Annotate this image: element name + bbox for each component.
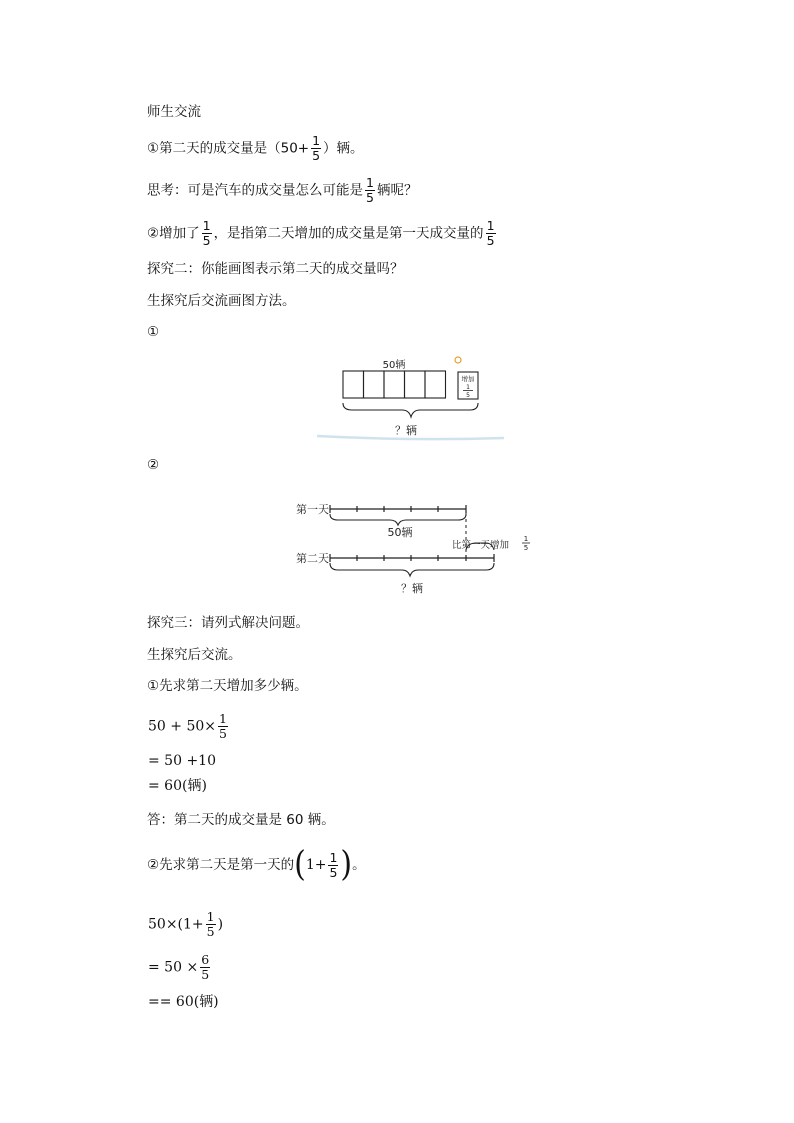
calc-text: ) (217, 916, 224, 933)
unit-boxes (343, 371, 478, 399)
box-increase-den: 5 (466, 392, 470, 399)
line-text: 思考：可是汽车的成交量怎么可能是 (147, 182, 363, 199)
calc2-line3: == 60(辆) (148, 994, 219, 1010)
brace-bottom (343, 403, 478, 417)
line-text: ）辆。 (323, 140, 364, 157)
extra-frac-num: 1 (523, 535, 529, 543)
calc-text: 50×(1+ (148, 916, 204, 933)
marker-one: ① (147, 324, 160, 340)
calc1-line3: = 60(辆) (148, 778, 207, 794)
right-paren: ) (340, 844, 353, 885)
fraction-one-fifth: $\frac{1}{5}$ (312, 133, 321, 163)
answer-line: 答：第二天的成交量是 60 辆。 (147, 812, 335, 828)
fraction-one-fifth: $\frac{1}{5}$ (366, 175, 374, 205)
box-diagram-bottom-label: ？辆 (395, 424, 417, 437)
box-increase-num: 1 (466, 384, 470, 391)
marker-two: ② (147, 457, 160, 473)
calc-text: = 50 × (148, 959, 199, 976)
fraction-six-fifths: $\frac{6}{5}$ (201, 952, 210, 982)
fraction-one-fifth: $\frac{1}{5}$ (486, 218, 495, 248)
row1-label: 第一天 (296, 503, 329, 516)
calc1-line1 (148, 712, 230, 741)
heading: 师生交流 (147, 104, 201, 120)
calc2-line1 (148, 910, 223, 939)
box-diagram (312, 350, 512, 445)
left-paren: ( (294, 844, 306, 885)
line-text: ②增加了 (147, 225, 200, 242)
line-text: 。 (352, 857, 366, 873)
line-increase-meaning (147, 219, 498, 248)
fraction-one-fifth: $\frac{1}{5}$ (219, 711, 227, 741)
line-second-day-volume (147, 134, 364, 163)
students-exchange: 生探究后交流。 (147, 647, 242, 663)
calc-text: 50 + 50× (148, 718, 216, 735)
method-one: ①先求第二天增加多少辆。 (147, 678, 308, 694)
extra-label: 比第一天增加 (452, 540, 510, 551)
fraction-one-fifth: $\frac{1}{5}$ (329, 849, 338, 880)
calc1-line2: = 50 +10 (148, 753, 216, 769)
row1-value: 50辆 (387, 526, 413, 539)
method-two (147, 844, 366, 885)
line-text: ①第二天的成交量是（50+ (147, 140, 310, 157)
box-increase-label: 增加 (461, 375, 475, 383)
row1-brace (330, 514, 466, 525)
line-text: 辆呢？ (376, 182, 418, 199)
paren-inner: 1+ (305, 857, 327, 873)
row2-value: ？辆 (401, 582, 423, 595)
row2-label: 第二天 (296, 552, 329, 565)
fraction-one-fifth: $\frac{1}{5}$ (206, 909, 215, 939)
inquiry-two: 探究二：你能画图表示第二天的成交量吗？ (147, 261, 404, 277)
segment-diagram (290, 494, 540, 602)
line-question (147, 176, 417, 205)
fraction-one-fifth: $\frac{1}{5}$ (202, 218, 211, 248)
inquiry-three: 探究三：请列式解决问题。 (147, 615, 309, 631)
calc2-line2 (148, 953, 212, 982)
students-draw: 生探究后交流画图方法。 (147, 293, 296, 309)
extra-frac-den: 5 (523, 544, 529, 552)
decorative-dot (455, 357, 461, 363)
line-text: ②先求第二天是第一天的 (147, 857, 295, 873)
row2-brace (330, 563, 494, 576)
box-diagram-top-label: 50辆 (382, 360, 406, 371)
line-text: ，是指第二天增加的成交量是第一天成交量的 (213, 225, 484, 242)
